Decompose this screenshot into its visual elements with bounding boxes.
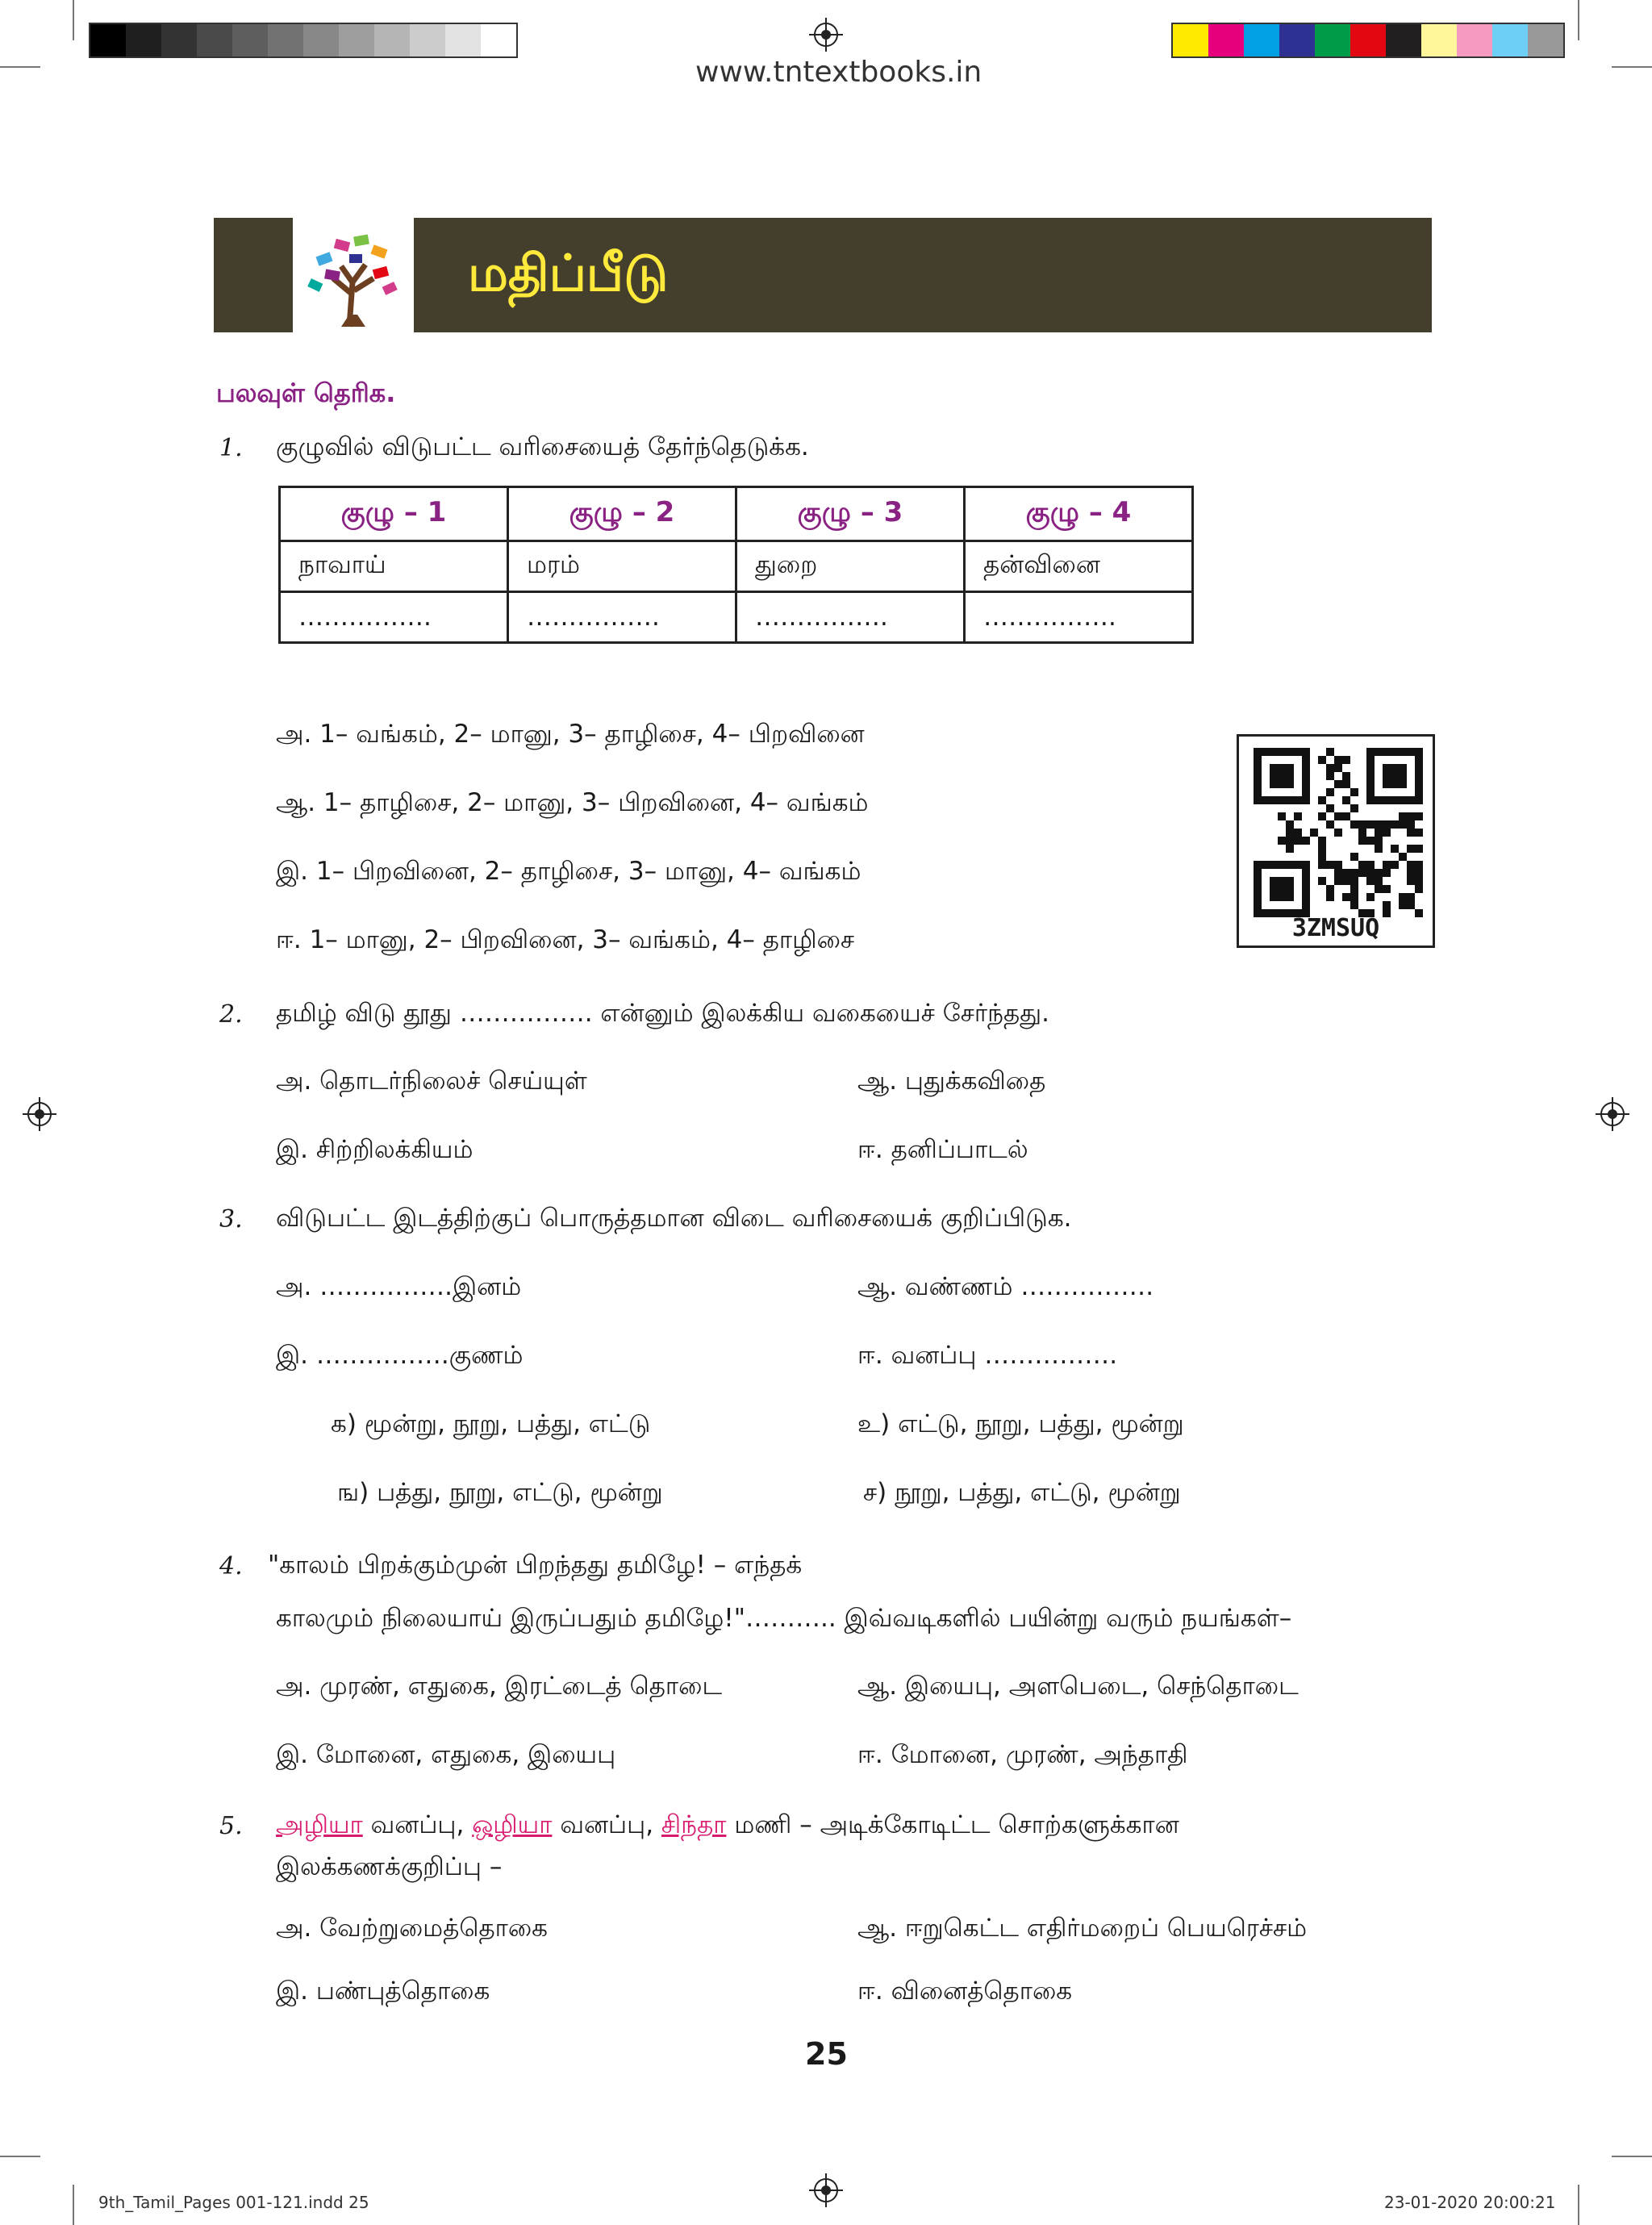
footer-datetime: 23-01-2020 20:00:21: [1384, 2193, 1556, 2212]
underlined-word: சிந்தா: [661, 1810, 727, 1839]
question-number: 2.: [219, 1000, 243, 1029]
blank-i: இ. …………….குணம்: [276, 1341, 524, 1370]
blank-a: அ. …………….இனம்: [276, 1272, 522, 1301]
table-header: குழு – 2: [508, 487, 736, 541]
option-ii: ஈ. வினைத்தொகை: [857, 1977, 1073, 2006]
color-bar: [1171, 23, 1565, 58]
question-text: குழுவில் விடுபட்ட வரிசையைத் தேர்ந்தெடுக்க.: [276, 432, 809, 461]
text-segment: மணி – அடிக்கோடிட்ட சொற்களுக்கான: [726, 1810, 1179, 1839]
registration-mark-icon: [27, 1102, 52, 1126]
option-aa: ஆ. புதுக்கவிதை: [857, 1067, 1046, 1096]
color-swatch: [1386, 24, 1421, 56]
option-i: இ. 1– பிறவினை, 2– தாழிசை, 3– மானு, 4– வங்கம்: [276, 857, 861, 886]
page-number: 25: [805, 2036, 848, 2072]
qr-code-label: 3ZMSUQ: [1291, 914, 1380, 942]
footer-filename: 9th_Tamil_Pages 001-121.indd 25: [98, 2193, 369, 2212]
book-tree-icon: [293, 218, 414, 332]
color-swatch: [126, 24, 161, 56]
blank-aa: ஆ. வண்ணம் …………….: [857, 1272, 1154, 1301]
option-i: இ. சிற்றிலக்கியம்: [276, 1135, 473, 1164]
option-ii: ஈ. தனிப்பாடல்: [857, 1135, 1028, 1164]
table-cell: துறை: [736, 541, 965, 592]
underlined-word: அழியா: [276, 1810, 363, 1839]
option-a: அ. தொடர்நிலைச் செய்யுள்: [276, 1067, 587, 1096]
color-swatch: [410, 24, 445, 56]
color-swatch: [1350, 24, 1386, 56]
choice-u: உ) எட்டு, நூறு, பத்து, மூன்று: [857, 1409, 1184, 1438]
option-i: இ. பண்புத்தொகை: [276, 1977, 490, 2006]
question-number: 1.: [219, 434, 243, 462]
color-swatch: [232, 24, 268, 56]
question-number: 4.: [219, 1552, 243, 1580]
color-swatch: [1457, 24, 1492, 56]
color-swatch: [1492, 24, 1528, 56]
text-segment: வனப்பு,: [362, 1810, 473, 1839]
question-text: தமிழ் விடு தூது ……………. என்னும் இலக்கிய வகையைச் சேர்ந்தது.: [276, 999, 1049, 1028]
color-swatch: [445, 24, 481, 56]
question-text: காலமும் நிலையாய் இருப்பதும் தமிழே!"……….. இவ்வடிகளில் பயின்று வரும் நயங்கள்–: [276, 1604, 1292, 1633]
option-ii: ஈ. மோனை, முரண், அந்தாதி: [857, 1740, 1188, 1769]
underlined-word: ஒழியா: [472, 1810, 553, 1839]
color-swatch: [197, 24, 232, 56]
color-swatch: [1421, 24, 1457, 56]
website-url: www.tntextbooks.in: [695, 56, 982, 89]
table-cell: …………….: [965, 592, 1193, 643]
option-aa: ஆ. ஈறுகெட்ட எதிர்மறைப் பெயரெச்சம்: [857, 1914, 1308, 1943]
option-aa: ஆ. 1– தாழிசை, 2– மானு, 3– பிறவினை, 4– வங்கம்: [276, 788, 869, 817]
option-a: அ. முரண், எதுகை, இரட்டைத் தொடை: [276, 1672, 723, 1701]
table-header: குழு – 1: [280, 487, 508, 541]
table-cell: நாவாய்: [280, 541, 508, 592]
color-swatch: [303, 24, 339, 56]
color-swatch: [1244, 24, 1279, 56]
color-swatch: [90, 24, 126, 56]
option-i: இ. மோனை, எதுகை, இயைபு: [276, 1740, 616, 1769]
table-cell: தன்வினை: [965, 541, 1193, 592]
blank-ii: ஈ. வனப்பு …………….: [857, 1341, 1118, 1370]
table-header: குழு – 3: [736, 487, 965, 541]
option-a: அ. வேற்றுமைத்தொகை: [276, 1914, 549, 1943]
color-swatch: [481, 24, 516, 56]
choice-sa: ச) நூறு, பத்து, எட்டு, மூன்று: [863, 1478, 1181, 1507]
group-table: [278, 486, 1194, 644]
question-number: 3.: [219, 1205, 243, 1234]
registration-mark-icon: [1600, 1102, 1625, 1126]
question-text: [276, 1810, 1179, 1840]
color-swatch: [1528, 24, 1563, 56]
table-cell: …………….: [280, 592, 508, 643]
text-segment: வனப்பு,: [552, 1810, 661, 1839]
option-ii: ஈ. 1– மானு, 2– பிறவினை, 3– வங்கம், 4– தாழிசை: [276, 925, 855, 954]
color-swatch: [1315, 24, 1350, 56]
table-cell: மரம்: [508, 541, 736, 592]
color-swatch: [268, 24, 303, 56]
qr-code[interactable]: [1237, 734, 1435, 948]
question-number: 5.: [219, 1812, 243, 1840]
color-swatch: [161, 24, 197, 56]
table-header: குழு – 4: [965, 487, 1193, 541]
option-aa: ஆ. இயைபு, அளபெடை, செந்தொடை: [857, 1672, 1299, 1701]
table-cell: …………….: [508, 592, 736, 643]
option-a: அ. 1– வங்கம், 2– மானு, 3– தாழிசை, 4– பிறவினை: [276, 720, 865, 749]
choice-nga: ங) பத்து, நூறு, எட்டு, மூன்று: [337, 1478, 663, 1507]
color-swatch: [1173, 24, 1208, 56]
grayscale-bar: [89, 23, 518, 58]
qr-code-icon: [1254, 748, 1423, 917]
registration-mark-icon: [814, 23, 838, 47]
section-label: பலவுள் தெரிக.: [216, 378, 396, 408]
question-text: விடுபட்ட இடத்திற்குப் பொருத்தமான விடை வரிசையைக் குறிப்பிடுக.: [276, 1204, 1072, 1233]
section-header: [214, 218, 1432, 332]
page-title: மதிப்பீடு: [468, 244, 669, 303]
tree-logo: [293, 218, 414, 332]
table-cell: …………….: [736, 592, 965, 643]
color-swatch: [374, 24, 410, 56]
color-swatch: [339, 24, 374, 56]
question-text: "காலம் பிறக்கும்முன் பிறந்தது தமிழே! – எந்தக்: [268, 1551, 803, 1580]
choice-ka: க) மூன்று, நூறு, பத்து, எட்டு: [331, 1409, 651, 1438]
color-swatch: [1208, 24, 1244, 56]
registration-mark-icon: [814, 2178, 838, 2202]
color-swatch: [1279, 24, 1315, 56]
question-text: இலக்கணக்குறிப்பு –: [276, 1852, 503, 1881]
